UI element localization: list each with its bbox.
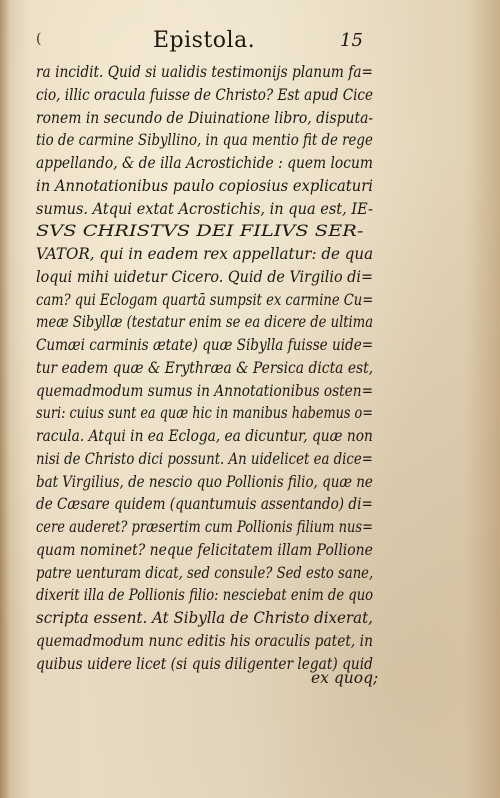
text-line: tur eadem quæ & Erythræa & Persica dicta est, [36, 358, 374, 377]
text-line: cio, illic oracula fuisse de Christo? Est apud Cice [36, 85, 374, 104]
text-line: loqui mihi uidetur Cicero. Quid de Virgilio di= [36, 267, 373, 286]
running-head: Epistola. [153, 28, 256, 53]
text-line: quam nominet? neque felicitatem illam Pollione [36, 540, 373, 559]
text-line: sumus. Atqui extat Acrostichis, in qua est, IE- [36, 199, 373, 218]
text-line: quemadmodum nunc editis his oraculis patet, in [36, 631, 373, 650]
text-line: cam? qui Eclogam quartā sumpsit ex carmine Cu= [36, 290, 374, 309]
text-line: de Cæsare quidem (quantumuis assentando) di= [36, 495, 373, 514]
page-gutter-shadow [0, 0, 10, 798]
text-line: bat Virgilius, de nescio quo Pollionis filio, quæ ne [36, 472, 373, 491]
text-line: dixerit illa de Pollionis filio: nesciebat enim de quo [36, 586, 374, 605]
text-line: quibus uidere licet (si quis diligenter legat) quid [36, 654, 373, 673]
page-header [0, 28, 500, 62]
text-line: ra incidit. Quid si ualidis testimonijs planum fa= [36, 63, 374, 81]
text-line: quemadmodum sumus in Annotationibus osten= [36, 381, 374, 400]
text-line: appellando, & de illa Acrostichide : quem locum [36, 154, 373, 172]
text-line: SVS CHRISTVS DEI FILIVS SER- [36, 222, 364, 241]
text-line: ronem in secundo de Diuinatione libro, disputa- [36, 108, 374, 127]
text-line: Cumæi carminis ætate) quæ Sibylla fuisse uide= [36, 336, 374, 354]
text-line: meæ Sibyllæ (testatur enim se ea dicere de ultima [36, 313, 374, 332]
folio-number: 15 [340, 30, 363, 51]
text-line: patre uenturam dicat, sed consule? Sed esto sane, [36, 563, 374, 582]
text-line: racula. Atqui in ea Ecloga, ea dicuntur, quæ non [36, 427, 373, 445]
text-line: suri: cuius sunt ea quæ hic in manibus habemus o= [36, 404, 374, 423]
text-line: tio de carmine Sibyllino, in qua mentio fit de rege [36, 131, 373, 150]
catchword: ex quoq; [311, 669, 379, 687]
text-line: in Annotationibus paulo copiosius explicaturi [36, 176, 373, 195]
text-line: cere auderet? præsertim cum Pollionis filium nus= [36, 518, 374, 536]
text-line: scripta essent. At Sibylla de Christo dixerat, [36, 609, 373, 627]
text-line: VATOR, qui in eadem rex appellatur: de qua [36, 245, 374, 263]
margin-mark: ( [36, 31, 42, 47]
text-line: nisi de Christo dici possunt. An uidelicet ea dice= [36, 449, 373, 468]
